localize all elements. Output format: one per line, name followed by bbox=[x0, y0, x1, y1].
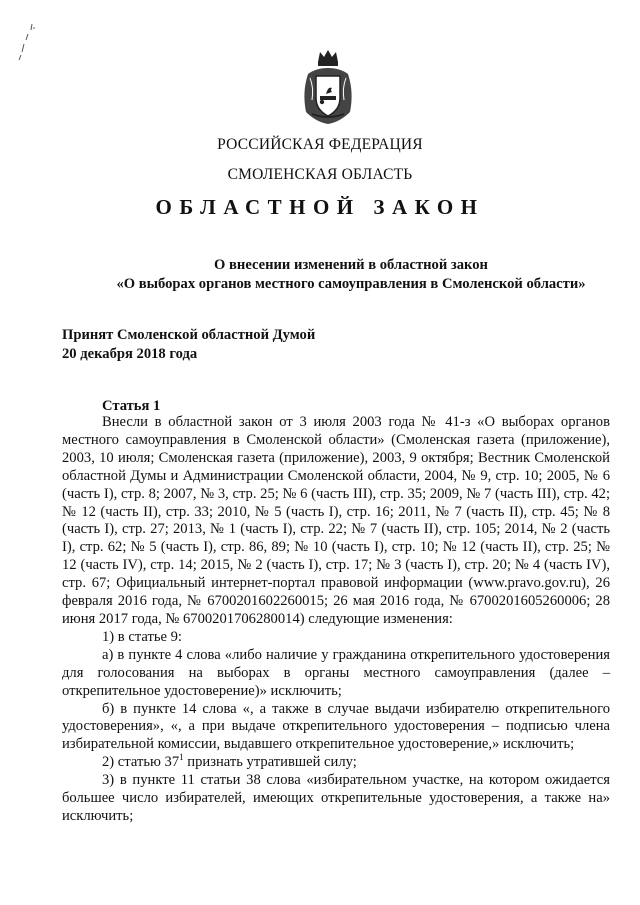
item-2-text: 2) статью 37 bbox=[102, 754, 180, 771]
document-type-title: ОБЛАСТНОЙ ЗАКОН bbox=[155, 195, 485, 219]
adoption-date: 20 декабря 2018 года bbox=[62, 345, 198, 362]
amendment-item-1b: б) в пункте 14 слова «, а также в случае выдачи избирателю открепительного удостоверения», «, а при выдаче открепительного удостоверения – подписью члена избирательной комиссии, выдавшего открепительное удостоверение,» исключить; bbox=[62, 700, 610, 753]
article-body bbox=[62, 414, 610, 826]
item-2-text-end: признать утратившей силу; bbox=[183, 754, 357, 771]
country-heading: РОССИЙСКАЯ ФЕДЕРАЦИЯ bbox=[217, 136, 423, 153]
amendment-item-3: 3) в пункте 11 статьи 38 слова «избирательном участке, на котором ожидается большее число избирателей, имеющих открепительные удостоверения, а также на» исключить; bbox=[62, 772, 610, 824]
subject-line-1: О внесении изменений в областной закон bbox=[214, 257, 488, 273]
scan-mark bbox=[14, 22, 40, 62]
amendment-item-1a: а) в пункте 4 слова «либо наличие у гражданина открепительного удостоверения для голосования на выборах в органы местного самоуправления (далее – открепительное удостоверение)» исключить; bbox=[62, 646, 610, 699]
amendment-item-2 bbox=[62, 754, 610, 772]
coat-of-arms-icon bbox=[296, 48, 360, 126]
adoption-info bbox=[62, 326, 315, 363]
item-2-superscript: 1 bbox=[179, 752, 184, 763]
subject-line-2: «О выборах органов местного самоуправления в Смоленской области» bbox=[116, 275, 586, 292]
article-title: Статья 1 bbox=[102, 398, 161, 414]
law-subject bbox=[62, 256, 640, 293]
adoption-body: Принят Смоленской областной Думой bbox=[62, 327, 316, 343]
article-intro: Внесли в областной закон от 3 июля 2003 года № 41-з «О выборах органов местного самоуправления в Смоленской области» (Смоленская газета (приложение), 2003, 10 июля; Смоленская газета (приложение), 2003, 9 октября; Вестник Смоленской областной Думы и Администрации Смоленской области, 2004, № 9, стр. 10; 2005, № 6 (часть I), стр. 8; 2007, № 3, стр. 25; № 6 (часть III), стр. 35; 2009, № 7 (часть III), стр. 42; № 12 (часть II), стр. 33; 2010, № 5 (часть I), стр. 16; 2011, № 7 (часть II), стр. 45; № 8 (часть I), стр. 27; 2013, № 1 (часть I), стр. 22; № 7 (часть II), стр. 105; 2014, № 2 (часть I), стр. 62; № 5 (часть I), стр. 86, 89; № 10 (часть I), стр. 10; № 12 (часть II), стр. 25; № 12 (часть IV), стр. 14; 2015, № 2 (часть I), стр. 17; № 3 (часть I), стр. 20; № 4 (часть IV), стр. 67; Официальный интернет-портал правовой информации (www.pravo.gov.ru), 26 февраля 2016 года, № 6700201602260015; 26 мая 2016 года, № 6700201605260006; 28 июня 2017 года, № 6700201706280014) следующие изменения: bbox=[62, 414, 610, 627]
region-heading: СМОЛЕНСКАЯ ОБЛАСТЬ bbox=[227, 166, 413, 183]
amendment-item-1: 1) в статье 9: bbox=[102, 628, 182, 645]
